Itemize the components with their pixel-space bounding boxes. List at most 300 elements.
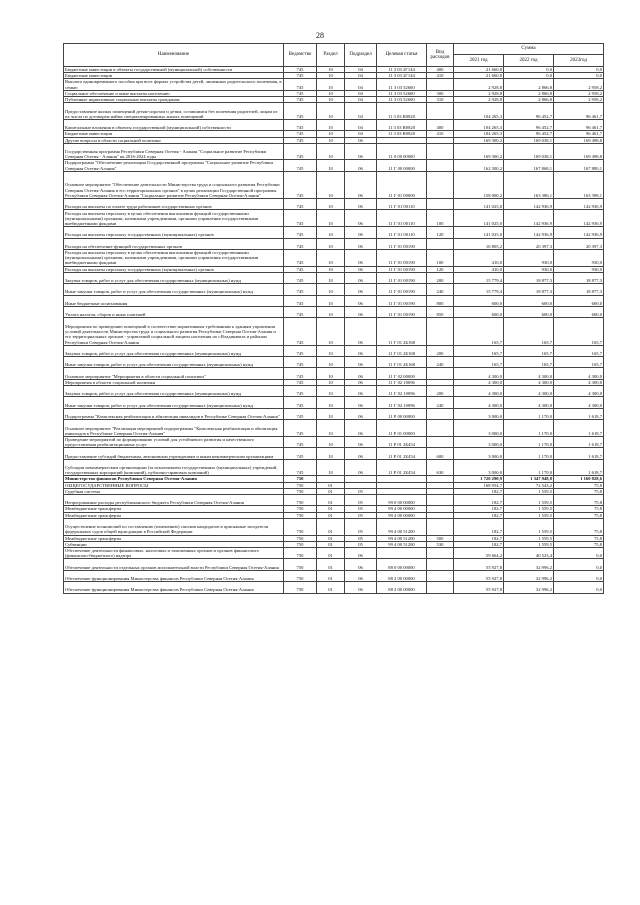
row-razdel: 10 (317, 318, 345, 345)
row-amount-2021: 21 660,8 (454, 73, 504, 79)
row-ved: 745 (284, 137, 317, 143)
row-ved: 750 (284, 535, 317, 541)
row-razdel: 10 (317, 137, 345, 143)
row-podrazdel: 05 (345, 488, 377, 494)
page-number: 28 (316, 31, 324, 40)
row-name: Расходы на выплаты по оплате труда работников государственных органов (64, 199, 284, 210)
row-kcsr: 11 Р 01 2Б454 (377, 436, 427, 447)
row-podrazdel: 06 (345, 266, 377, 272)
row-amount-2022: 142 936,9 (504, 210, 554, 227)
row-name: Предоставление жилых помещений детям-сиротам и детям, оставшимся без попечения родителей, лицам из их числа по договорам найма специализированных жилых помещений (64, 103, 284, 120)
table-row (64, 295, 604, 306)
row-amount-2023: 142 936,9 (554, 199, 604, 210)
row-amount-2023: 1 160 828,6 (554, 476, 604, 482)
row-name: Иные закупки товаров, работ и услуг для обеспечения государственных (муниципальных) нужд (64, 397, 284, 408)
table-row (64, 238, 604, 249)
row-name: Обеспечение функционирования Министерства финансов Республики Северная Осетия-Алания (64, 570, 284, 581)
row-podrazdel: 06 (345, 318, 377, 345)
row-razdel: 10 (317, 119, 345, 130)
row-amount-2022: 72 543,2 (504, 482, 554, 488)
table-row (64, 143, 604, 160)
row-kvr (427, 547, 454, 558)
row-ved: 745 (284, 79, 317, 90)
row-ved: 745 (284, 284, 317, 295)
row-amount-2022: 4 300,0 (504, 379, 554, 385)
row-ved: 745 (284, 67, 317, 73)
row-kcsr: 11 Г 01 2Б168 (377, 345, 427, 356)
row-razdel: 01 (317, 495, 345, 506)
row-name: Обеспечение функционирования Министерства финансов Республики Северная Осетия-Алания (64, 582, 284, 593)
row-ved: 745 (284, 357, 317, 368)
row-ved: 745 (284, 295, 317, 306)
table-row (64, 459, 604, 476)
row-kvr: 240 (427, 284, 454, 295)
row-amount-2023: 600,0 (554, 307, 604, 318)
row-podrazdel: 06 (345, 160, 377, 171)
row-name: Выплата единовременного пособия при всех формах устройства детей, лишенных родительского попечения, в семью (65, 79, 282, 90)
row-amount-2022: 169 038,1 (504, 137, 554, 143)
row-name: Государственная программа Республики Северная Осетия - Алания "Социальное развитие Республики Северная Осетия - Алания" на 2016-2024 годы (64, 143, 284, 160)
row-amount-2021: 4 300,0 (454, 397, 504, 408)
row-razdel: 10 (317, 249, 345, 266)
row-podrazdel: 06 (345, 249, 377, 266)
row-ved: 745 (284, 249, 317, 266)
row-razdel: 10 (317, 272, 345, 283)
row-amount-2021: 165,7 (454, 318, 504, 345)
row-name: Подпрограмма "Обеспечение реализации Государственной программы "Социальное развитие Республики Северная Осетия-Алания" (64, 160, 284, 171)
row-amount-2021: 165,7 (454, 357, 504, 368)
row-ved: 745 (284, 160, 317, 171)
row-amount-2023: 75,8 (554, 488, 604, 494)
row-ved: 745 (284, 143, 317, 160)
row-ved: 745 (284, 266, 317, 272)
row-name: Иные бюджетные ассигнования (64, 295, 284, 306)
row-ved: 745 (284, 408, 317, 419)
row-kvr: 500 (427, 535, 454, 541)
row-amount-2023: 142 936,9 (554, 227, 604, 238)
row-name: Министерство финансов Республики Северная Осетия-Алания (64, 476, 284, 482)
row-amount-2022: 1 170,0 (504, 459, 554, 476)
row-kvr (427, 420, 454, 437)
row-amount-2023: 4 300,0 (554, 397, 604, 408)
row-amount-2022: 18 877,3 (504, 272, 554, 283)
table-body (64, 67, 604, 594)
row-kcsr: 11 Г 01 2Б168 (377, 357, 427, 368)
row-kcsr: 11 Г 01 00190 (377, 266, 427, 272)
row-ved: 750 (284, 541, 317, 547)
row-kcsr: 11 Г 02 00000 (377, 368, 427, 379)
row-name: Бюджетные инвестиции (64, 73, 284, 79)
row-ved: 745 (284, 386, 317, 397)
row-amount-2021: 15 779,4 (454, 284, 504, 295)
row-podrazdel: 06 (345, 420, 377, 437)
table-row (64, 160, 604, 171)
row-kvr: 410 (427, 131, 454, 137)
row-podrazdel: 06 (345, 459, 377, 476)
row-name: Обеспечение деятельности отдельных органов исполнительной власти Республики Северная Осетия-Алания (64, 559, 284, 570)
row-kcsr: 11 3 03 52600 (377, 90, 427, 96)
row-kcsr: 88 2 00 00000 (377, 570, 427, 581)
row-razdel: 10 (317, 379, 345, 385)
row-amount-2021: 3 000,0 (454, 436, 504, 447)
row-name: Расходы на выплаты персоналу в целях обеспечения выполнения функций государственными (муниципальными) органами, казенными учреждениями, органами управления государственными внебюджетными фондами (64, 210, 284, 227)
row-ved: 750 (284, 512, 317, 518)
row-kvr (427, 171, 454, 198)
row-name: Субвенции (64, 541, 284, 547)
table-row (64, 272, 604, 283)
row-kvr: 120 (427, 227, 454, 238)
row-podrazdel: 04 (345, 79, 377, 90)
row-podrazdel: 04 (345, 90, 377, 96)
row-amount-2023: 169 498,8 (554, 143, 604, 160)
row-ved: 750 (284, 559, 317, 570)
row-kvr (427, 160, 454, 171)
row-amount-2023: 163 398,1 (554, 171, 604, 198)
row-razdel: 01 (317, 570, 345, 581)
row-kvr (427, 582, 454, 593)
row-kcsr: 11 Р 01 2Б454 (377, 459, 427, 476)
table-row (64, 103, 604, 120)
row-amount-2023: 0,0 (554, 73, 604, 79)
row-amount-2021: 182,7 (454, 518, 504, 535)
row-amount-2021: 410,0 (454, 249, 504, 266)
row-podrazdel: 06 (345, 448, 377, 459)
table-row (64, 408, 604, 419)
row-razdel: 01 (317, 512, 345, 518)
row-kcsr: 11 Р 00 00000 (377, 408, 427, 419)
row-name: Иные закупки товаров, работ и услуг для обеспечения государственных (муниципальных) нужд (64, 284, 284, 295)
row-kvr: 200 (427, 345, 454, 356)
row-podrazdel: 05 (345, 541, 377, 547)
row-razdel: 10 (317, 67, 345, 73)
row-kcsr: 11 Р 01 2Б454 (377, 448, 427, 459)
row-podrazdel: 06 (345, 345, 377, 356)
row-razdel: 10 (317, 73, 345, 79)
row-razdel: 01 (317, 582, 345, 593)
row-kcsr: 99 4 00 00000 (377, 512, 427, 518)
row-ved: 745 (284, 436, 317, 447)
row-podrazdel: 06 (345, 559, 377, 570)
row-kcsr: 11 Г 01 00190 (377, 307, 427, 318)
row-kvr: 530 (427, 541, 454, 547)
row-amount-2021: 600,0 (454, 295, 504, 306)
row-kcsr: 88 0 00 00000 (377, 559, 427, 570)
row-ved: 745 (284, 345, 317, 356)
row-ved: 750 (284, 476, 317, 482)
table-row (64, 227, 604, 238)
row-amount-2023: 165,7 (554, 357, 604, 368)
row-amount-2021: 21 660,8 (454, 67, 504, 73)
table-row (64, 199, 604, 210)
header-kcsr: Целевая статья (377, 44, 427, 67)
row-kvr: 200 (427, 386, 454, 397)
row-razdel: 10 (317, 436, 345, 447)
row-amount-2023: 75,8 (554, 535, 604, 541)
row-kcsr: 11 Г 01 00190 (377, 272, 427, 283)
row-amount-2023: 20 397,3 (554, 238, 604, 249)
row-podrazdel: 04 (345, 131, 377, 137)
header-year-2022: 2022 год (504, 55, 554, 67)
row-ved: 745 (284, 238, 317, 249)
row-podrazdel: 05 (345, 495, 377, 506)
row-amount-2022: 1 170,0 (504, 420, 554, 437)
row-razdel: 10 (317, 307, 345, 318)
row-razdel: 10 (317, 420, 345, 437)
table-row (64, 307, 604, 318)
row-amount-2021: 3 000,0 (454, 459, 504, 476)
row-kcsr: 11 Г 01 00110 (377, 210, 427, 227)
row-kcsr: 88 2 00 00000 (377, 582, 427, 593)
row-amount-2021: 141 025,0 (454, 199, 504, 210)
row-name: Основное мероприятие "Мероприятия в области социальной политики" (64, 368, 284, 379)
row-amount-2021: 600,0 (454, 307, 504, 318)
row-name: Расходы на выплаты персоналу государственных (муниципальных) органов (64, 266, 284, 272)
row-ved: 750 (284, 518, 317, 535)
row-razdel: 10 (317, 210, 345, 227)
row-ved: 745 (284, 131, 317, 137)
row-amount-2022: 1 559,5 (504, 518, 554, 535)
row-razdel: 10 (317, 97, 345, 103)
row-amount-2023: 75,8 (554, 541, 604, 547)
row-amount-2021: 55 927,8 (454, 582, 504, 593)
row-razdel: 01 (317, 482, 345, 488)
row-kcsr: 11 Г 01 00190 (377, 238, 427, 249)
row-amount-2022: 167 868,1 (504, 160, 554, 171)
row-kcsr: 11 Г 02 10096 (377, 397, 427, 408)
row-podrazdel: 06 (345, 436, 377, 447)
table-row (64, 249, 604, 266)
row-amount-2022: 4 300,0 (504, 397, 554, 408)
row-amount-2023: 0,0 (554, 582, 604, 593)
row-razdel: 01 (317, 541, 345, 547)
row-podrazdel: 05 (345, 535, 377, 541)
row-name: Закупка товаров, работ и услуг для обеспечения государственных (муниципальных) нужд (64, 386, 284, 397)
row-kcsr: 11 3 03 2Г144 (377, 67, 427, 73)
row-amount-2022: 930,0 (504, 266, 554, 272)
row-kcsr: 99 4 00 51200 (377, 535, 427, 541)
row-podrazdel: 06 (345, 386, 377, 397)
row-kcsr: 11 3 03 2Г144 (377, 73, 427, 79)
row-amount-2023: 18 877,3 (554, 272, 604, 283)
row-razdel: 10 (317, 295, 345, 306)
row-razdel: 10 (317, 345, 345, 356)
row-amount-2021: 158 000,2 (454, 171, 504, 198)
row-podrazdel: 04 (345, 103, 377, 120)
row-amount-2023: 142 936,9 (554, 210, 604, 227)
row-name: Субсидии некоммерческим организациям (за исключением государственных (муниципальных) учреждений, государственных корпораций (компаний), публично-правовых компаний) (64, 459, 284, 476)
row-amount-2022: 1 559,5 (504, 512, 554, 518)
row-ved: 745 (284, 379, 317, 385)
row-amount-2023: 167 880,1 (554, 160, 604, 171)
row-amount-2023: 4 300,0 (554, 379, 604, 385)
row-amount-2023: 96 461,7 (554, 119, 604, 130)
table-row (64, 171, 604, 198)
header-razdel: Раздел (317, 44, 345, 67)
row-kvr: 850 (427, 307, 454, 318)
row-kvr: 120 (427, 266, 454, 272)
row-podrazdel: 06 (345, 210, 377, 227)
row-amount-2022: 165,7 (504, 345, 554, 356)
row-amount-2021: 3 000,0 (454, 408, 504, 419)
row-amount-2022: 142 936,9 (504, 199, 554, 210)
row-amount-2023: 96 461,7 (554, 131, 604, 137)
table-header (64, 44, 604, 67)
row-kvr (427, 103, 454, 120)
header-ved: Ведомство (284, 44, 317, 67)
row-amount-2021: 3 000,0 (454, 448, 504, 459)
row-amount-2022: 0,0 (504, 73, 554, 79)
row-kcsr: 11 0 00 00000 (377, 143, 427, 160)
row-kvr: 200 (427, 272, 454, 283)
row-amount-2021: 59 664,2 (454, 547, 504, 558)
row-amount-2022: 32 996,2 (504, 559, 554, 570)
header-name: Наименование (64, 44, 284, 67)
row-amount-2021: 182,7 (454, 488, 504, 494)
row-amount-2023: 1 618,7 (554, 436, 604, 447)
row-podrazdel: 06 (345, 143, 377, 160)
row-amount-2022: 1 347 948,8 (504, 476, 554, 482)
row-kcsr: 11 3 03 52600 (377, 97, 427, 103)
row-ved: 745 (284, 227, 317, 238)
row-kvr (427, 143, 454, 160)
row-podrazdel: 06 (345, 284, 377, 295)
row-amount-2022: 2 866,8 (504, 79, 554, 90)
table-row (64, 318, 604, 345)
row-razdel: 01 (317, 547, 345, 558)
row-razdel: 10 (317, 266, 345, 272)
row-ved: 745 (284, 97, 317, 103)
row-podrazdel: 06 (345, 397, 377, 408)
row-razdel: 10 (317, 408, 345, 419)
row-amount-2023: 930,0 (554, 266, 604, 272)
row-amount-2021: 410,0 (454, 266, 504, 272)
row-kcsr: 11 3 03 52600 (377, 79, 427, 90)
row-podrazdel: 04 (345, 97, 377, 103)
row-podrazdel: 05 (345, 512, 377, 518)
row-name: Иные закупки товаров, работ и услуг для обеспечения государственных (муниципальных) нужд (64, 357, 284, 368)
row-kvr (427, 238, 454, 249)
row-podrazdel: 06 (345, 582, 377, 593)
row-kvr: 310 (427, 97, 454, 103)
row-kcsr: 11 Г 01 00190 (377, 249, 427, 266)
row-amount-2021: 168 954,7 (454, 482, 504, 488)
row-amount-2023: 4 300,0 (554, 368, 604, 379)
table-row (64, 547, 604, 558)
row-kcsr: 11 3 03 R0820 (377, 119, 427, 130)
row-razdel: 10 (317, 284, 345, 295)
row-amount-2023: 18 877,3 (554, 284, 604, 295)
row-razdel: 10 (317, 238, 345, 249)
table-row (64, 397, 604, 408)
row-amount-2021: 162 300,2 (454, 160, 504, 171)
table-row (64, 210, 604, 227)
row-ved: 745 (284, 397, 317, 408)
row-podrazdel: 06 (345, 307, 377, 318)
row-kvr: 800 (427, 295, 454, 306)
row-amount-2023: 0,0 (554, 559, 604, 570)
row-amount-2023: 2 958,2 (554, 79, 604, 90)
header-kvr: Вид расходов (427, 44, 454, 67)
row-amount-2022: 165,7 (504, 357, 554, 368)
row-amount-2021: 15 779,4 (454, 272, 504, 283)
row-name: Уплата налогов, сборов и иных платежей (64, 307, 284, 318)
row-razdel: 10 (317, 79, 345, 90)
row-amount-2021: 104 265,3 (454, 119, 504, 130)
row-name: Закупка товаров, работ и услуг для обеспечения государственных (муниципальных) нужд (64, 272, 284, 283)
row-razdel: 10 (317, 131, 345, 137)
row-podrazdel: 05 (345, 518, 377, 535)
table-row (64, 559, 604, 570)
row-ved: 750 (284, 488, 317, 494)
row-name: Межбюджетные трансферты (64, 506, 284, 512)
row-kcsr: 11 3 03 R0820 (377, 131, 427, 137)
row-name: Судебная система (64, 488, 284, 494)
row-amount-2023: 2 958,2 (554, 90, 604, 96)
row-amount-2022: 1 559,5 (504, 488, 554, 494)
row-kcsr: 99 0 00 00000 (377, 495, 427, 506)
row-podrazdel: 06 (345, 227, 377, 238)
table-row (64, 345, 604, 356)
header-year-2023: 2023год (554, 55, 604, 67)
row-amount-2022: 930,0 (504, 249, 554, 266)
row-amount-2022: 4 300,0 (504, 368, 554, 379)
table-row (64, 357, 604, 368)
row-ved: 745 (284, 73, 317, 79)
row-amount-2023: 1 618,7 (554, 420, 604, 437)
table-row (64, 284, 604, 295)
row-kvr: 300 (427, 90, 454, 96)
row-ved: 745 (284, 318, 317, 345)
row-kvr (427, 199, 454, 210)
row-podrazdel: 06 (345, 137, 377, 143)
header-year-2021: 2021 год (454, 55, 504, 67)
row-amount-2023: 1 618,7 (554, 408, 604, 419)
row-amount-2021: 2 928,8 (454, 79, 504, 90)
table-row (64, 570, 604, 581)
row-amount-2023: 75,8 (554, 518, 604, 535)
row-podrazdel: 06 (345, 408, 377, 419)
row-amount-2022: 1 559,5 (504, 541, 554, 547)
row-kvr: 400 (427, 67, 454, 73)
row-kvr (427, 570, 454, 581)
row-amount-2021: 16 805,2 (454, 238, 504, 249)
row-kcsr: 11 Г 02 10096 (377, 379, 427, 385)
row-kcsr: 11 Р 01 00000 (377, 420, 427, 437)
row-kcsr: 11 3 03 R0820 (377, 103, 427, 120)
row-amount-2023: 600,0 (554, 295, 604, 306)
row-name: Предоставление субсидий бюджетным, автономным учреждениям и иным некоммерческим организациям (64, 448, 284, 459)
row-razdel: 10 (317, 397, 345, 408)
table-row (64, 436, 604, 447)
row-amount-2022: 1 170,0 (504, 436, 554, 447)
row-amount-2022: 18 877,3 (504, 284, 554, 295)
row-kcsr: 11 Г 01 00190 (377, 295, 427, 306)
row-razdel: 10 (317, 160, 345, 171)
row-kvr (427, 318, 454, 345)
row-razdel: 10 (317, 143, 345, 160)
row-podrazdel: 06 (345, 238, 377, 249)
row-razdel: 10 (317, 90, 345, 96)
row-amount-2021: 4 300,0 (454, 379, 504, 385)
row-name: Основное мероприятие "Обеспечение деятельности Министерства труда и социального развития Республики Северная Осетия-Алания и его территориальных органов" в целях реализации Государственной программы Республики Северная Осетия-Алания "Социальное развитие Республики Северная Осетия-Алания" (64, 171, 284, 198)
row-name: Мероприятия в области социальной политики (64, 379, 284, 385)
row-amount-2022: 1 170,0 (504, 408, 554, 419)
row-ved: 750 (284, 495, 317, 506)
table-row (64, 495, 604, 506)
row-podrazdel: 06 (345, 570, 377, 581)
row-amount-2023: 1 618,7 (554, 448, 604, 459)
row-amount-2021: 104 265,3 (454, 103, 504, 120)
